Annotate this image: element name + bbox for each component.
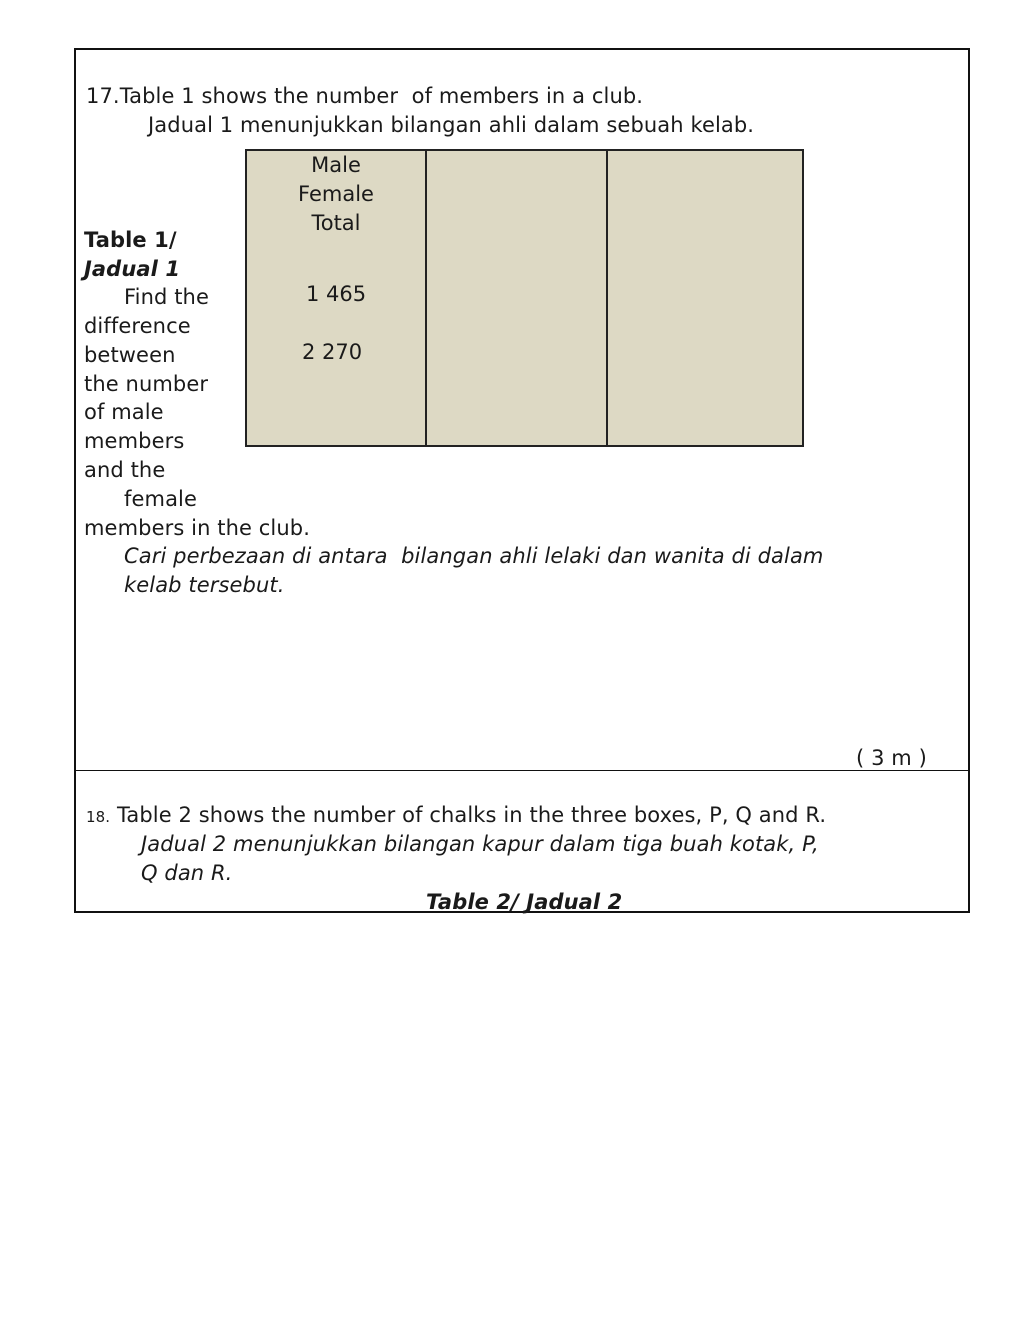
q17-title-malay: Jadual 1 menunjukkan bilangan ahli dalam sebuah kelab. xyxy=(148,113,755,137)
question-line: Find the xyxy=(124,285,209,309)
question-malay: kelab tersebut. xyxy=(124,573,285,597)
question-line: the number xyxy=(84,372,209,396)
q18-title xyxy=(86,801,826,832)
q18-title-malay: Q dan R. xyxy=(141,861,233,885)
question-line: difference xyxy=(84,314,191,338)
q17-title: 17.Table 1 shows the number of members in a club. xyxy=(86,84,644,108)
question-line: members xyxy=(84,429,185,453)
table-label-female: Female xyxy=(298,182,374,206)
question-frame xyxy=(74,48,970,913)
marks-label: ( 3 m ) xyxy=(856,746,927,770)
question-line: between xyxy=(84,343,176,367)
question-line: members in the club. xyxy=(84,516,310,540)
table-label-total: Total xyxy=(311,211,361,235)
question-line: female xyxy=(124,487,197,511)
table-column-divider xyxy=(606,151,608,445)
table-value-male: 1 465 xyxy=(305,282,367,306)
q18-title-text: Table 2 shows the number of chalks in the three boxes, P, Q and R. xyxy=(116,803,827,827)
table-label-male: Male xyxy=(311,153,361,177)
table-2-caption: Table 2/ Jadual 2 xyxy=(426,890,623,914)
question-line: and the xyxy=(84,458,166,482)
table-1-caption-malay: Jadual 1 xyxy=(84,257,181,281)
q18-number: 18. xyxy=(86,808,111,826)
table-1-caption: Table 1/ xyxy=(84,228,177,252)
section-divider xyxy=(76,770,968,771)
table-value-female: 2 270 xyxy=(301,340,363,364)
question-line: of male xyxy=(84,400,164,424)
table-1 xyxy=(245,149,804,447)
question-malay: Cari perbezaan di antara bilangan ahli lelaki dan wanita di dalam xyxy=(124,544,824,568)
table-column-divider xyxy=(425,151,427,445)
q18-title-malay: Jadual 2 menunjukkan bilangan kapur dalam tiga buah kotak, P, xyxy=(141,832,819,856)
